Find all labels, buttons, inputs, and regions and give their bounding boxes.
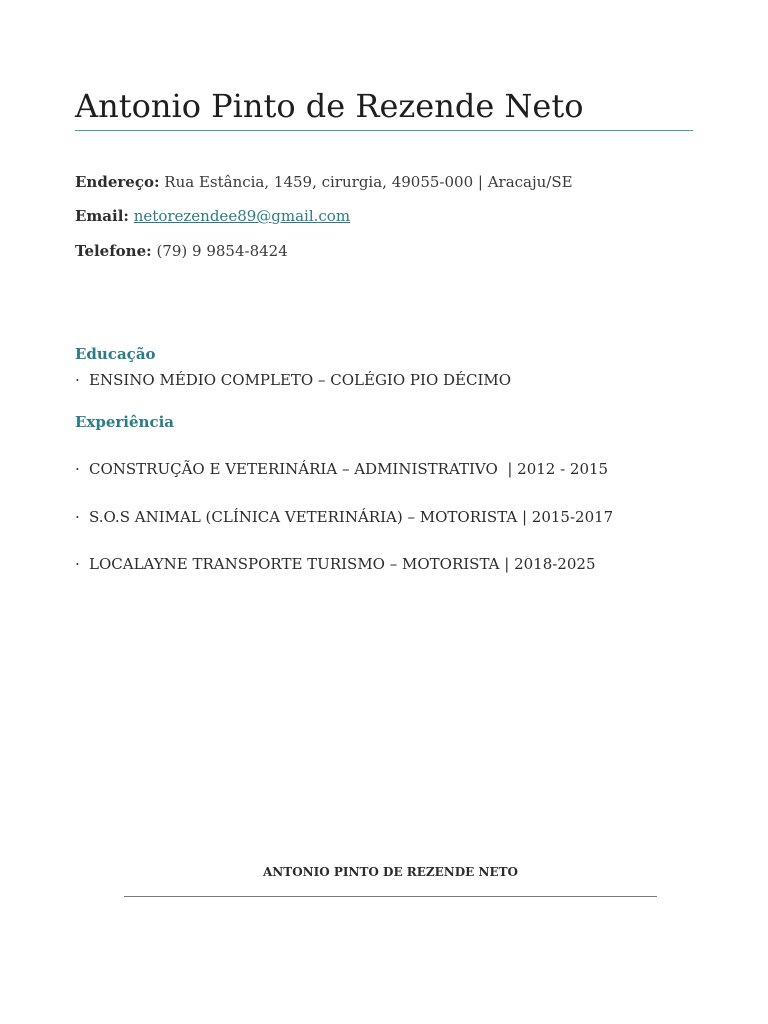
address-value: Rua Estância, 1459, cirurgia, 49055-000 | Aracaju/SE xyxy=(164,173,573,191)
education-item xyxy=(75,370,511,390)
signature-line xyxy=(124,896,657,897)
bullet-icon: · xyxy=(75,508,80,526)
experience-item xyxy=(75,507,613,527)
bullet-icon: · xyxy=(75,371,80,389)
experience-item-text: LOCALAYNE TRANSPORTE TURISMO – MOTORISTA | 2018-2025 xyxy=(89,555,596,573)
title-divider xyxy=(75,130,693,131)
address-label: Endereço: xyxy=(75,173,160,191)
phone-value: (79) 9 9854-8424 xyxy=(156,242,288,260)
page-title: Antonio Pinto de Rezende Neto xyxy=(75,87,584,125)
email-label: Email: xyxy=(75,207,129,225)
experience-item xyxy=(75,459,608,479)
phone-line xyxy=(75,241,288,261)
email-line xyxy=(75,206,350,226)
experience-heading: Experiência xyxy=(75,413,175,431)
experience-item xyxy=(75,554,595,574)
experience-item-text: CONSTRUÇÃO E VETERINÁRIA – ADMINISTRATIVO | 2012 - 2015 xyxy=(89,460,609,478)
bullet-icon: · xyxy=(75,460,80,478)
education-heading: Educação xyxy=(75,345,156,363)
bullet-icon: · xyxy=(75,555,80,573)
education-item-text: ENSINO MÉDIO COMPLETO – COLÉGIO PIO DÉCIMO xyxy=(89,371,512,389)
experience-item-text: S.O.S ANIMAL (CLÍNICA VETERINÁRIA) – MOTORISTA | 2015-2017 xyxy=(89,508,614,526)
phone-label: Telefone: xyxy=(75,242,152,260)
signature-name: ANTONIO PINTO DE REZENDE NETO xyxy=(263,865,518,879)
email-link[interactable]: netorezendee89@gmail.com xyxy=(133,207,351,225)
address-line xyxy=(75,172,573,192)
